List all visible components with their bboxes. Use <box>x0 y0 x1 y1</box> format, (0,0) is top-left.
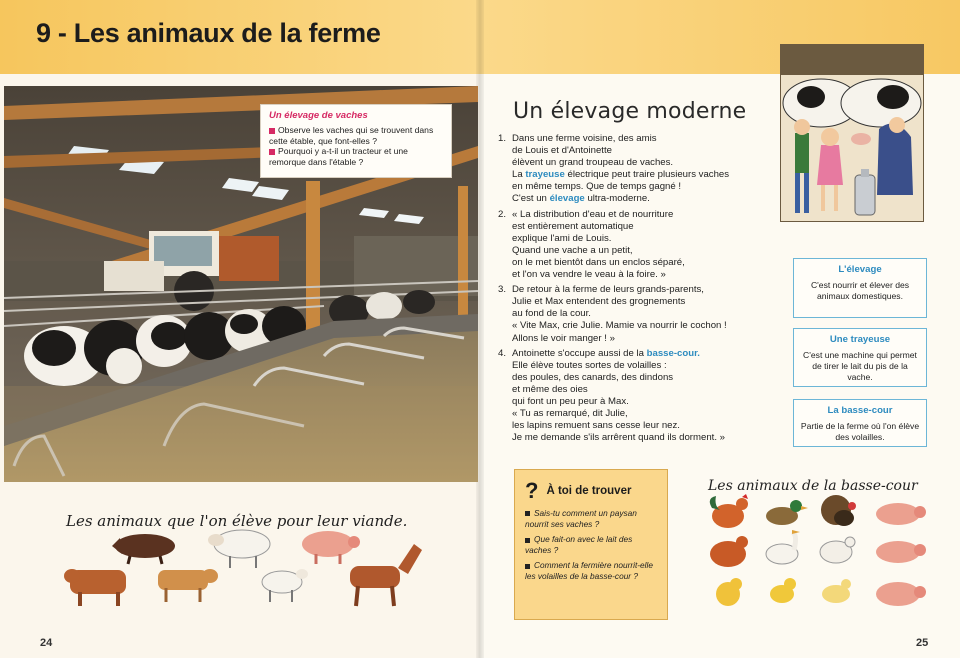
poultry-heading: Les animaux de la basse-cour <box>708 478 918 494</box>
story-paragraph <box>496 209 786 282</box>
turkey-drawing <box>821 495 856 526</box>
goose-drawing <box>766 530 800 564</box>
text-line <box>512 133 786 145</box>
text-line <box>512 320 786 332</box>
text-line <box>512 396 786 408</box>
definition-title: L'élevage <box>838 264 882 275</box>
piglet-drawing <box>876 582 926 606</box>
text-segment: en même temps. Que de temps gagné ! <box>512 181 682 193</box>
text-segment: C'est un <box>512 193 550 205</box>
page-number-left: 24 <box>40 637 53 649</box>
text-line <box>512 209 786 221</box>
text-segment: Antoinette s'occupe aussi de la <box>512 347 647 359</box>
paragraph-number: 2. <box>498 208 507 220</box>
quiz-question: Comment la fermière nourrit-elle les volailles de la basse-cour ? <box>525 560 653 581</box>
story-paragraph <box>496 284 786 344</box>
text-segment: De retour à la ferme de leurs grands-parents, <box>512 284 704 296</box>
sheep-drawing <box>208 530 270 568</box>
square-bullet-icon <box>269 149 275 155</box>
pig-drawing <box>302 531 360 564</box>
text-line <box>512 420 786 432</box>
text-segment: Allons le voir manger ! » <box>512 332 615 344</box>
text-line <box>512 257 786 269</box>
square-bullet-icon <box>525 564 530 569</box>
milking-illustration <box>780 44 924 222</box>
text-segment: les lapins remuent sans cesse leur nez. <box>512 420 680 432</box>
text-line <box>512 181 786 193</box>
definition-box <box>793 399 927 447</box>
poultry-illustration <box>706 494 930 618</box>
text-line <box>512 157 786 169</box>
quiz-title: À toi de trouver <box>546 485 632 497</box>
quiz-box <box>514 469 668 620</box>
text-line <box>512 308 786 320</box>
lamb-drawing <box>262 569 308 602</box>
text-line <box>512 372 786 384</box>
chicken-drawing <box>820 537 855 563</box>
text-line <box>512 269 786 281</box>
text-line <box>512 408 786 420</box>
text-line <box>512 193 786 205</box>
text-segment: des poules, des canards, des dindons <box>512 371 674 383</box>
text-segment: explique l'ami de Louis. <box>512 232 612 244</box>
text-segment: qui font un peu peur à Max. <box>512 395 629 407</box>
photo-caption-line: Pourquoi y a-t-il un tracteur et une remorque dans l'étable ? <box>269 146 408 167</box>
text-segment: Dans une ferme voisine, des amis <box>512 133 657 144</box>
definition-box <box>793 258 927 318</box>
text-segment: Quand une vache a un petit, <box>512 244 633 256</box>
text-line <box>512 360 786 372</box>
text-segment: élèvent un grand troupeau de vaches. <box>512 157 674 169</box>
text-segment: on le met bientôt dans un enclos séparé, <box>512 256 685 268</box>
definition-title: La basse-cour <box>827 405 893 416</box>
photo-caption-title: Un élevage de vaches <box>269 110 368 121</box>
question-mark-icon: ? <box>525 478 539 503</box>
paragraph-number: 4. <box>498 347 507 359</box>
text-line <box>512 233 786 245</box>
definition-text: Partie de la ferme où l'on élève des volailles. <box>800 421 920 442</box>
paragraph-number: 1. <box>498 133 507 144</box>
chick-drawing <box>716 578 742 606</box>
hen-drawing <box>710 536 748 567</box>
text-segment: Je me demande s'ils arrêrent quand ils dorment. » <box>512 432 726 444</box>
text-segment: Elle élève toutes sortes de volailles : <box>512 359 667 371</box>
text-segment: La <box>512 169 526 181</box>
keyword: basse-cour. <box>646 347 700 359</box>
text-segment: Julie et Max entendent des grognements <box>512 296 686 308</box>
duckling-drawing <box>770 578 796 603</box>
text-line <box>512 432 786 444</box>
definition-text: C'est nourrir et élever des animaux domestiques. <box>810 280 910 301</box>
pig-drawing <box>876 541 926 563</box>
square-bullet-icon <box>525 511 530 516</box>
definition-text: C'est une machine qui permet de tirer le lait du pis de la vache. <box>803 350 917 382</box>
text-segment: de Louis et d'Antoinette <box>512 145 612 157</box>
boar-drawing <box>112 534 175 564</box>
story-paragraph <box>496 133 786 206</box>
text-segment: et l'on va vendre le veau à la foire. » <box>512 269 666 281</box>
text-line <box>512 296 786 308</box>
definition-title: Une trayeuse <box>829 334 891 345</box>
text-segment: ultra-moderne. <box>584 193 650 205</box>
text-line <box>512 384 786 396</box>
text-line <box>512 284 786 296</box>
page-number-right: 25 <box>916 637 929 649</box>
square-bullet-icon <box>525 538 530 543</box>
meat-animals-illustration <box>60 526 430 612</box>
cow-drawing <box>64 569 126 606</box>
text-line <box>512 145 786 157</box>
main-text <box>496 133 786 447</box>
text-segment: au fond de la cour. <box>512 308 591 320</box>
text-segment: et même des oies <box>512 383 588 395</box>
chapter-title: 9 - Les animaux de la ferme <box>36 18 381 48</box>
quiz-header <box>525 480 657 502</box>
text-segment: « Tu as remarqué, dit Julie, <box>512 408 628 420</box>
goose-drawing <box>822 579 851 603</box>
text-segment: est entièrement automatique <box>512 220 634 232</box>
calf-drawing <box>158 569 218 602</box>
quiz-question: Que fait-on avec le lait des vaches ? <box>525 534 633 555</box>
rooster-drawing <box>710 494 748 528</box>
text-line <box>512 245 786 257</box>
photo-caption-box <box>260 104 452 178</box>
text-line <box>512 348 786 360</box>
text-segment: électrique peut traire plusieurs vaches <box>564 169 730 181</box>
story-paragraph <box>496 348 786 445</box>
photo-caption-line: Observe les vaches qui se trouvent dans cette étable, que font-elles ? <box>269 125 434 146</box>
horse-drawing <box>350 544 422 606</box>
quiz-question: Sais-tu comment un paysan nourrit ses vaches ? <box>525 508 637 529</box>
text-segment: « Vite Max, crie Julie. Mamie va nourrir le cochon ! <box>512 320 727 332</box>
paragraph-number: 3. <box>498 284 507 296</box>
square-bullet-icon <box>269 128 275 134</box>
text-line <box>512 221 786 233</box>
keyword: élevage <box>549 193 585 205</box>
pig-drawing <box>876 503 926 525</box>
definition-box <box>793 328 927 387</box>
meat-animals-heading: Les animaux que l'on élève pour leur viande. <box>66 512 408 530</box>
keyword: trayeuse <box>525 169 565 181</box>
text-segment: « La distribution d'eau et de nourriture <box>512 208 674 220</box>
text-line <box>512 169 786 181</box>
text-line <box>512 333 786 345</box>
duck-drawing <box>766 500 808 525</box>
section-title: Un élevage moderne <box>513 99 747 124</box>
